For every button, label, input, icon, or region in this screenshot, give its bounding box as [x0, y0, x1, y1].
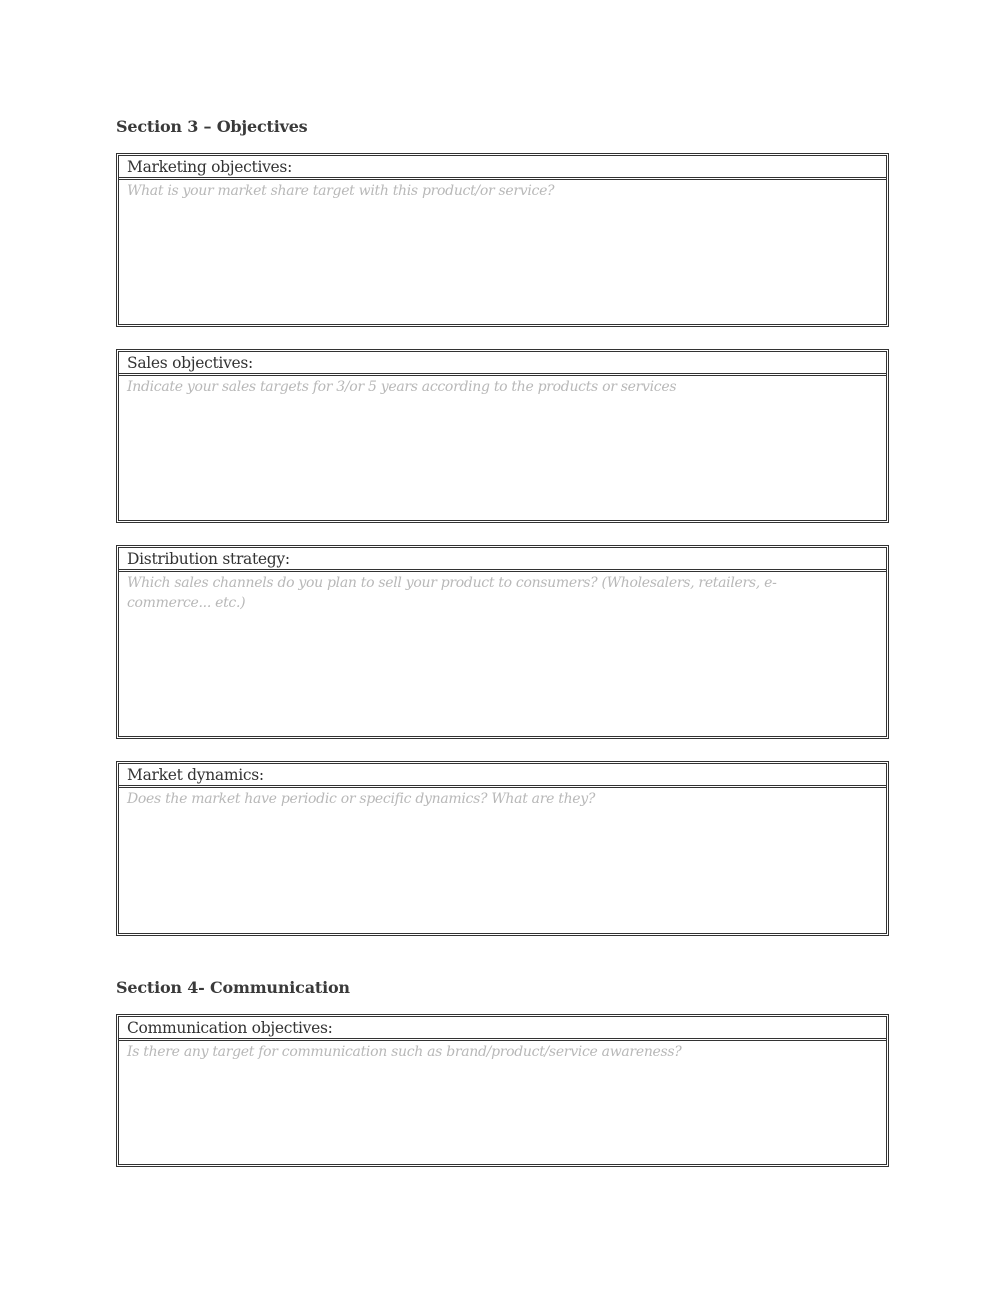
sales-objectives-label: Sales objectives: [119, 352, 886, 376]
section-3-heading: Section 3 – Objectives [116, 117, 308, 136]
distribution-strategy-field[interactable]: Which sales channels do you plan to sell your product to consumers? (Wholesalers, retailers, e-commerce... etc.) [127, 575, 777, 611]
marketing-objectives-field[interactable]: What is your market share target with this product/or service? [127, 183, 555, 199]
market-dynamics-label: Market dynamics: [119, 764, 886, 788]
marketing-objectives-box [116, 153, 889, 327]
section-4-heading: Section 4- Communication [116, 978, 350, 997]
communication-objectives-label: Communication objectives: [119, 1017, 886, 1041]
marketing-objectives-label: Marketing objectives: [119, 156, 886, 180]
distribution-strategy-box [116, 545, 889, 739]
distribution-strategy-label: Distribution strategy: [119, 548, 886, 572]
sales-objectives-box [116, 349, 889, 523]
market-dynamics-box [116, 761, 889, 936]
market-dynamics-field[interactable]: Does the market have periodic or specific dynamics? What are they? [127, 791, 596, 807]
communication-objectives-box [116, 1014, 889, 1167]
sales-objectives-field[interactable]: Indicate your sales targets for 3/or 5 years according to the products or services [127, 379, 677, 395]
communication-objectives-field[interactable]: Is there any target for communication such as brand/product/service awareness? [127, 1044, 682, 1060]
